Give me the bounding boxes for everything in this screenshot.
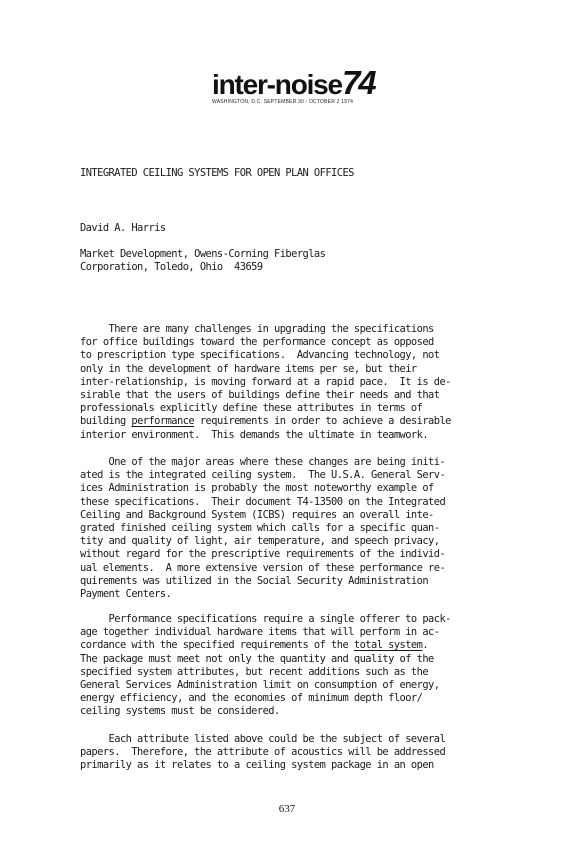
text-line: only in the development of hardware items per se, but their [80, 362, 417, 375]
logo-number: 74 [341, 64, 375, 101]
text-line [80, 415, 451, 428]
text-line: specified system attributes, but recent additions such as the [80, 665, 429, 678]
text-line: tity and quality of light, air temperature, and speech privacy, [80, 535, 440, 548]
author-name: David A. Harris [80, 222, 166, 234]
text-line: these specifications. Their document T4-13500 on the Integrated [80, 495, 446, 508]
text-line: age together individual hardware items that will perform in ac- [80, 626, 440, 639]
text-line: quirements was utilized in the Social Security Administration [80, 574, 429, 587]
body-paragraph-1 [80, 323, 451, 442]
text-line: ices Administration is probably the most noteworthy example of [80, 482, 434, 495]
text-line: ual elements. A more extensive version of these performance re- [80, 561, 446, 574]
text-line: grated finished ceiling system which calls for a specific quan- [80, 522, 440, 535]
text-line: There are many challenges in upgrading the specifications [80, 323, 434, 335]
conference-logo [212, 64, 375, 112]
text-line: professionals explicitly define these attributes in terms of [80, 402, 423, 415]
affiliation-line: Market Development, Owens-Corning Fiberglas [80, 248, 326, 260]
text-line: for office buildings toward the performance concept as opposed [80, 336, 434, 349]
text-segment: . [422, 639, 429, 652]
text-line: Each attribute listed above could be the subject of several [80, 733, 446, 745]
text-segment: cordance with the specified requirements of the [80, 639, 354, 652]
underlined-term: performance [131, 415, 195, 428]
text-line: ceiling systems must be considered. [80, 705, 280, 718]
text-line: inter-relationship, is moving forward at a rapid pace. It is de- [80, 375, 451, 388]
text-line: ated is the integrated ceiling system. The U.S.A. General Serv- [80, 469, 446, 482]
text-line: The package must meet not only the quantity and quality of the [80, 652, 434, 665]
page-number: 637 [278, 803, 296, 815]
text-line: without regard for the prescriptive requirements of the individ- [80, 548, 446, 561]
text-line: sirable that the users of buildings define their needs and that [80, 389, 440, 402]
logo-subtitle: WASHINGTON, D.C. SEPTEMBER 30 - OCTOBER 2 1974 [212, 99, 354, 105]
body-paragraph-2 [80, 456, 445, 601]
body-paragraph-4 [80, 733, 445, 773]
affiliation-line: Corporation, Toledo, Ohio 43659 [80, 261, 263, 274]
text-line: Performance specifications require a single offerer to pack- [80, 613, 451, 625]
logo-main: inter-noise [212, 69, 342, 100]
text-line: General Services Administration limit on consumption of energy, [80, 679, 440, 692]
text-line: energy efficiency, and the economies of minimum depth floor/ [80, 692, 423, 705]
text-line: papers. Therefore, the attribute of acoustics will be addressed [80, 746, 446, 759]
text-line: One of the major areas where these changes are being initi- [80, 456, 446, 468]
author-affiliation [80, 248, 325, 274]
text-segment: requirements in order to achieve a desirable [194, 415, 451, 428]
text-segment: building [80, 415, 132, 428]
text-line: to prescription type specifications. Advancing technology, not [80, 349, 440, 362]
paper-title: INTEGRATED CEILING SYSTEMS FOR OPEN PLAN OFFICES [80, 167, 354, 179]
body-paragraph-3 [80, 613, 451, 719]
text-line: primarily as it relates to a ceiling system package in an open [80, 759, 434, 772]
underlined-term: total system [353, 639, 423, 652]
text-line: Payment Centers. [80, 588, 172, 601]
text-line [80, 639, 451, 652]
text-line: interior environment. This demands the ultimate in teamwork. [80, 428, 429, 441]
logo-wordmark [212, 64, 375, 101]
text-line: Ceiling and Background System (ICBS) requires an overall inte- [80, 508, 434, 521]
